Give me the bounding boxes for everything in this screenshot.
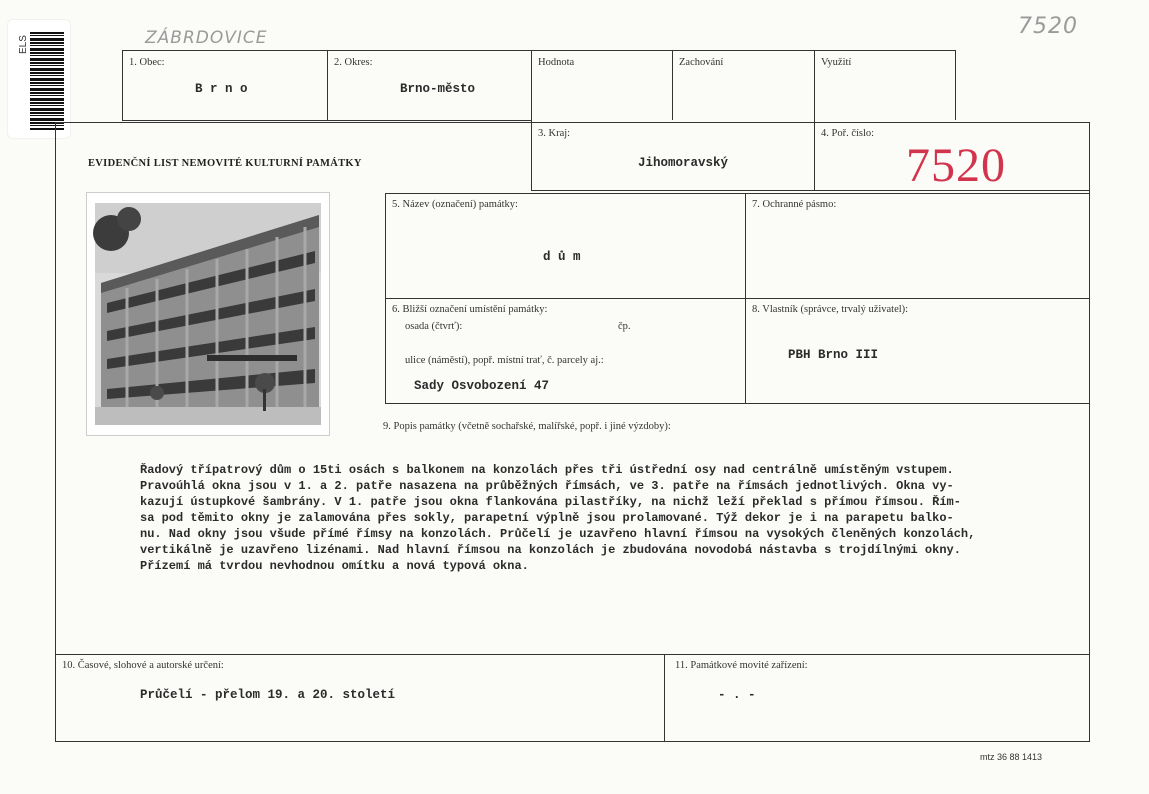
popis-line: nu. Nad okny jsou všude přímé římsy na konzolách. Průčelí je uzavřeno hlavní římsou na vysokých členěných konzolách, [140, 527, 976, 541]
cp-label: čp. [618, 321, 631, 332]
handwritten-district: ZÁBRDOVICE [145, 28, 268, 48]
osada-label: osada (čtvrť): [405, 321, 463, 332]
obec-value: B r n o [195, 82, 248, 96]
nazev-label: 5. Název (označení) památky: [392, 199, 518, 210]
popis-label: 9. Popis památky (včetně sochařské, malířské, popř. i jiné výzdoby): [383, 421, 671, 432]
popis-line: Pravoúhlá okna jsou v 1. a 2. patře nasazena na průběžných římsách, ve 3. patře na římsách jednotlivých. Okna vy- [140, 479, 954, 493]
zarizeni-label: 11. Památkové movité zařízení: [675, 660, 808, 671]
zarizeni-value: - . - [718, 688, 756, 702]
hodnota-label: Hodnota [538, 57, 575, 68]
urceni-value: Průčelí - přelom 19. a 20. století [140, 688, 396, 702]
vlastnik-label: 8. Vlastník (správce, trvalý uživatel): [752, 304, 909, 315]
footer-code: mtz 36 88 1413 [980, 752, 1043, 762]
umisteni-label: 6. Bližší označení umístění památky: [392, 304, 548, 315]
popis-line: sa pod těmito okny je zalamována přes sokly, parapetní výplně jsou prolamované. Týž dekor je i na parapetu balko- [140, 511, 954, 525]
poradove-cislo: 7520 [906, 139, 1006, 192]
kraj-value: Jihomoravský [638, 156, 729, 170]
kraj-label: 3. Kraj: [538, 128, 571, 139]
okres-value: Brno-město [400, 82, 476, 96]
popis-line: Řadový třípatrový dům o 15ti osách s balkonem na konzolách přes tři ústřední osy nad centrálně umístěným vstupem. [140, 463, 954, 477]
vyuziti-label: Využití [821, 57, 852, 68]
ulice-label: ulice (náměstí), popř. místní trať, č. parcely aj.: [405, 355, 604, 366]
popis-line: Přízemí má tvrdou nevhodnou omítku a nová typová okna. [140, 559, 529, 573]
building-photo-icon [87, 193, 329, 435]
ochranne-pasmo-label: 7. Ochranné pásmo: [752, 199, 837, 210]
zachovani-label: Zachování [679, 57, 724, 68]
okres-label: 2. Okres: [334, 57, 373, 68]
vlastnik-value: PBH Brno III [788, 348, 879, 362]
handwritten-number: 7520 [1018, 14, 1078, 39]
por-cislo-label: 4. Poř. číslo: [821, 128, 875, 139]
barcode-icon [30, 32, 64, 130]
obec-label: 1. Obec: [129, 57, 165, 68]
nazev-value: d ů m [543, 250, 581, 264]
urceni-label: 10. Časové, slohové a autorské určení: [62, 660, 224, 671]
popis-line: kazují ústupkové šambrány. V 1. patře jsou okna flankována pilastříky, na nichž leží překlad s přímou římsou. Řím- [140, 495, 961, 509]
ulice-value: Sady Osvobození 47 [414, 379, 550, 393]
popis-line: vertikálně je uzavřeno lizénami. Nad hlavní římsou na konzolách je zbudována novodobá nástavba s trojdílnými okny. [140, 543, 961, 557]
document-title: EVIDENČNÍ LIST NEMOVITÉ KULTURNÍ PAMÁTKY [88, 158, 362, 169]
barcode-sticker [8, 20, 70, 138]
popis-text [140, 462, 1070, 574]
sticker-label: ELS [18, 35, 29, 54]
building-photo [86, 192, 330, 436]
